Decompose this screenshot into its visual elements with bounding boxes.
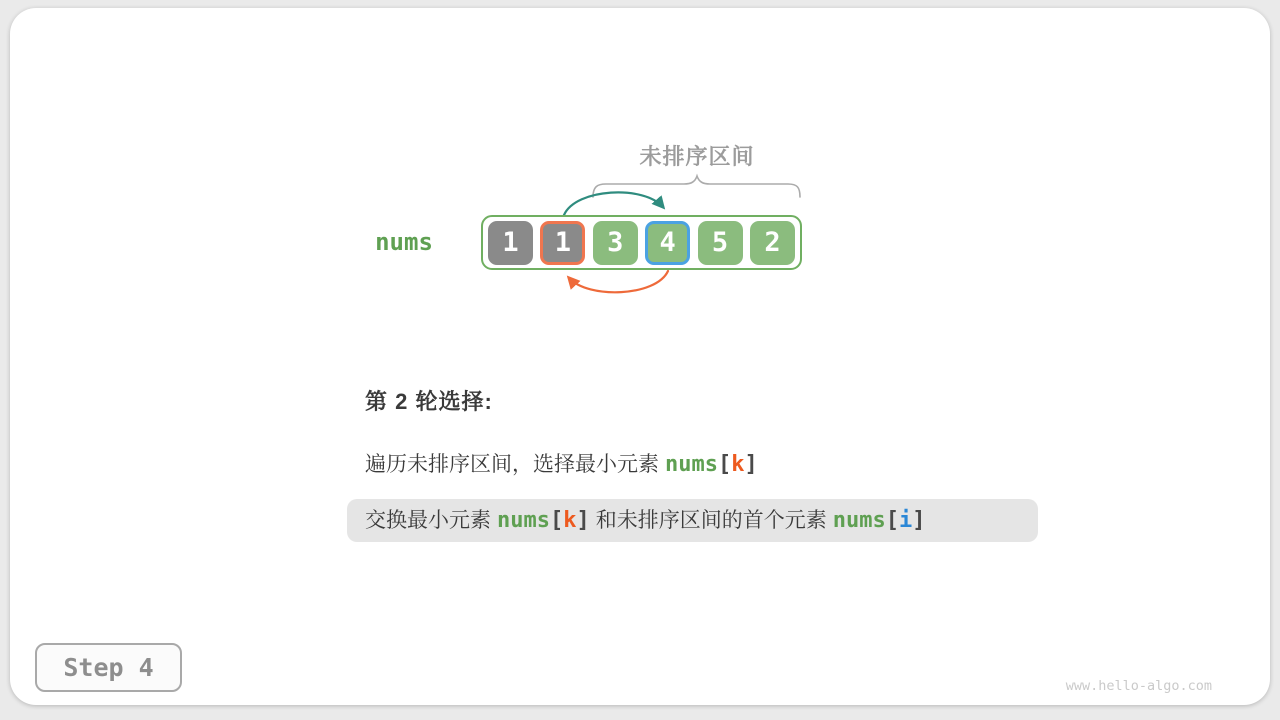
array-cell-4: 5 — [698, 221, 743, 265]
figure-card — [10, 8, 1270, 705]
code-nums-k-2: nums[k] — [497, 508, 590, 533]
nums-array — [481, 215, 802, 270]
site-watermark: www.hello-algo.com — [1065, 678, 1212, 694]
unsorted-interval-label: 未排序区间 — [639, 144, 755, 169]
caption-traverse-text: 遍历未排序区间，选择最小元素 — [365, 453, 659, 476]
caption-swap-text-1: 交换最小元素 — [365, 509, 491, 532]
caption-swap-text-2: 和未排序区间的首个元素 — [595, 509, 827, 532]
array-cell-0: 1 — [488, 221, 533, 265]
array-cell-2: 3 — [593, 221, 638, 265]
round-heading: 第 2 轮选择: — [365, 389, 493, 414]
code-nums-k: nums[k] — [665, 452, 758, 477]
step-indicator-button[interactable]: Step 4 — [35, 643, 182, 692]
array-cell-5: 2 — [750, 221, 795, 265]
array-name-label: nums — [375, 228, 433, 256]
caption-swap-line-highlighted — [347, 499, 1038, 542]
array-cell-3-first-unsorted: 4 — [645, 221, 690, 265]
code-nums-i: nums[i] — [832, 508, 926, 533]
array-cell-1-min-element: 1 — [540, 221, 585, 265]
caption-traverse-line — [365, 448, 764, 478]
